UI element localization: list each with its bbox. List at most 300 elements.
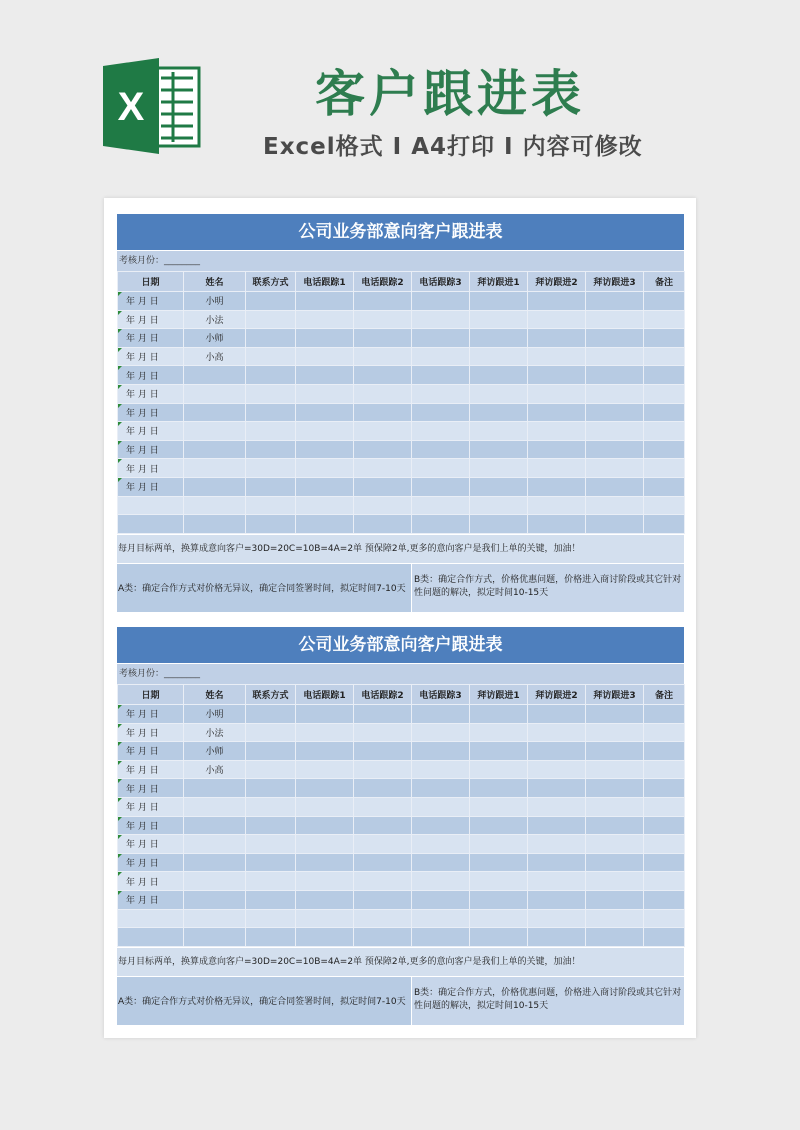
- name-cell[interactable]: [184, 366, 246, 385]
- table-cell[interactable]: [586, 384, 644, 403]
- cell-comment-marker: [118, 459, 122, 463]
- table-cell[interactable]: [246, 835, 296, 854]
- table-cell[interactable]: [644, 797, 685, 816]
- table-cell[interactable]: [528, 440, 586, 459]
- table-cell[interactable]: [296, 909, 354, 928]
- date-cell[interactable]: [118, 459, 184, 478]
- table-cell[interactable]: [528, 909, 586, 928]
- table-cell[interactable]: [246, 422, 296, 441]
- table-cell[interactable]: [354, 459, 412, 478]
- table-cell[interactable]: [644, 705, 685, 724]
- table-cell[interactable]: [354, 440, 412, 459]
- table-cell[interactable]: [470, 760, 528, 779]
- table-cell[interactable]: [412, 329, 470, 348]
- table-cell[interactable]: [644, 477, 685, 496]
- table-cell[interactable]: [296, 422, 354, 441]
- table-cell[interactable]: [528, 347, 586, 366]
- table-row: [118, 723, 685, 742]
- tracking-table: [117, 684, 685, 947]
- table-cell[interactable]: [470, 705, 528, 724]
- table-cell[interactable]: [470, 723, 528, 742]
- tracking-sheet-1: [117, 214, 684, 612]
- table-cell[interactable]: [412, 459, 470, 478]
- table-cell[interactable]: [354, 723, 412, 742]
- table-cell[interactable]: [644, 403, 685, 422]
- table-cell[interactable]: [470, 366, 528, 385]
- table-cell[interactable]: [586, 797, 644, 816]
- table-cell[interactable]: [586, 515, 644, 534]
- date-text: 年 月 日: [126, 371, 159, 382]
- name-cell[interactable]: [184, 853, 246, 872]
- cell-comment-marker: [118, 311, 122, 315]
- table-cell[interactable]: [644, 835, 685, 854]
- table-cell[interactable]: [296, 440, 354, 459]
- table-cell[interactable]: [470, 797, 528, 816]
- table-cell[interactable]: [412, 779, 470, 798]
- table-cell[interactable]: [586, 909, 644, 928]
- table-cell[interactable]: [354, 779, 412, 798]
- table-cell[interactable]: [354, 384, 412, 403]
- table-cell[interactable]: [246, 797, 296, 816]
- table-cell[interactable]: [412, 890, 470, 909]
- date-text: 年 月 日: [126, 315, 159, 326]
- table-cell[interactable]: [412, 760, 470, 779]
- table-cell[interactable]: [296, 515, 354, 534]
- table-cell[interactable]: [470, 835, 528, 854]
- table-cell[interactable]: [246, 329, 296, 348]
- date-text: 年 月 日: [126, 803, 159, 814]
- table-cell[interactable]: [354, 422, 412, 441]
- table-cell[interactable]: [412, 366, 470, 385]
- column-header: 电话跟踪3: [412, 685, 470, 705]
- table-cell[interactable]: [246, 816, 296, 835]
- table-cell[interactable]: [246, 909, 296, 928]
- table-cell[interactable]: [354, 292, 412, 311]
- table-cell[interactable]: [586, 816, 644, 835]
- table-cell[interactable]: [528, 816, 586, 835]
- table-cell[interactable]: [412, 384, 470, 403]
- table-cell[interactable]: [296, 890, 354, 909]
- name-cell[interactable]: [184, 403, 246, 422]
- table-cell[interactable]: [644, 310, 685, 329]
- table-cell[interactable]: [528, 403, 586, 422]
- table-cell[interactable]: [586, 853, 644, 872]
- table-cell[interactable]: [354, 705, 412, 724]
- name-cell[interactable]: [184, 909, 246, 928]
- table-cell[interactable]: [470, 779, 528, 798]
- table-cell[interactable]: [528, 872, 586, 891]
- table-cell[interactable]: [528, 723, 586, 742]
- table-cell[interactable]: [644, 760, 685, 779]
- table-cell[interactable]: [412, 422, 470, 441]
- table-cell[interactable]: [644, 779, 685, 798]
- table-cell[interactable]: [296, 760, 354, 779]
- table-cell[interactable]: [296, 496, 354, 515]
- table-cell[interactable]: [470, 329, 528, 348]
- date-cell[interactable]: [118, 760, 184, 779]
- table-cell[interactable]: [470, 909, 528, 928]
- table-cell[interactable]: [412, 705, 470, 724]
- name-cell[interactable]: [184, 459, 246, 478]
- month-field[interactable]: 考核月份：________: [117, 663, 684, 684]
- table-cell[interactable]: [246, 890, 296, 909]
- date-cell[interactable]: [118, 366, 184, 385]
- table-cell[interactable]: [586, 292, 644, 311]
- table-cell[interactable]: [586, 459, 644, 478]
- table-cell[interactable]: [354, 928, 412, 947]
- table-cell[interactable]: [354, 760, 412, 779]
- table-cell[interactable]: [470, 310, 528, 329]
- table-row: [118, 797, 685, 816]
- table-cell[interactable]: [586, 872, 644, 891]
- date-text: 年 月 日: [126, 446, 159, 457]
- date-cell[interactable]: [118, 515, 184, 534]
- date-cell[interactable]: [118, 872, 184, 891]
- table-cell[interactable]: [246, 496, 296, 515]
- table-cell[interactable]: [354, 515, 412, 534]
- date-cell[interactable]: [118, 384, 184, 403]
- table-cell[interactable]: [528, 329, 586, 348]
- table-cell[interactable]: [644, 292, 685, 311]
- table-cell[interactable]: [412, 440, 470, 459]
- table-cell[interactable]: [296, 742, 354, 761]
- name-cell[interactable]: 小法: [184, 310, 246, 329]
- table-cell[interactable]: [586, 422, 644, 441]
- table-cell[interactable]: [470, 422, 528, 441]
- table-cell[interactable]: [644, 329, 685, 348]
- table-cell[interactable]: [246, 705, 296, 724]
- table-cell[interactable]: [470, 403, 528, 422]
- date-cell[interactable]: [118, 292, 184, 311]
- table-cell[interactable]: [470, 496, 528, 515]
- table-cell[interactable]: [644, 723, 685, 742]
- name-cell[interactable]: [184, 384, 246, 403]
- table-cell[interactable]: [586, 705, 644, 724]
- table-cell[interactable]: [470, 440, 528, 459]
- table-cell[interactable]: [296, 816, 354, 835]
- date-text: 年 月 日: [126, 728, 159, 739]
- table-cell[interactable]: [296, 403, 354, 422]
- date-text: 年 月 日: [126, 859, 159, 870]
- table-cell[interactable]: [246, 403, 296, 422]
- date-cell[interactable]: [118, 779, 184, 798]
- monthly-goal-note: 每月目标两单，换算成意向客户=30D=20C=10B=4A=2单 预保障2单,更多的意向客户是我们上单的关键，加油！: [117, 947, 684, 976]
- table-cell[interactable]: [528, 496, 586, 515]
- table-cell[interactable]: [470, 890, 528, 909]
- table-cell[interactable]: [296, 779, 354, 798]
- table-cell[interactable]: [644, 816, 685, 835]
- table-cell[interactable]: [296, 310, 354, 329]
- table-cell[interactable]: [586, 347, 644, 366]
- table-cell[interactable]: [470, 742, 528, 761]
- category-notes: [117, 563, 684, 612]
- table-cell[interactable]: [586, 329, 644, 348]
- table-cell[interactable]: [528, 760, 586, 779]
- name-cell[interactable]: 小明: [184, 705, 246, 724]
- table-cell[interactable]: [586, 310, 644, 329]
- name-cell[interactable]: [184, 797, 246, 816]
- column-header: 电话跟踪2: [354, 272, 412, 292]
- date-cell[interactable]: [118, 477, 184, 496]
- table-cell[interactable]: [296, 292, 354, 311]
- table-cell[interactable]: [246, 723, 296, 742]
- name-cell[interactable]: [184, 422, 246, 441]
- table-cell[interactable]: [246, 853, 296, 872]
- table-cell[interactable]: [644, 853, 685, 872]
- table-cell[interactable]: [296, 459, 354, 478]
- table-cell[interactable]: [528, 705, 586, 724]
- date-cell[interactable]: [118, 496, 184, 515]
- table-cell[interactable]: [644, 909, 685, 928]
- table-cell[interactable]: [528, 797, 586, 816]
- table-cell[interactable]: [354, 403, 412, 422]
- table-cell[interactable]: [586, 477, 644, 496]
- table-cell[interactable]: [644, 459, 685, 478]
- table-cell[interactable]: [412, 347, 470, 366]
- table-cell[interactable]: [470, 347, 528, 366]
- table-cell[interactable]: [412, 723, 470, 742]
- table-cell[interactable]: [246, 515, 296, 534]
- table-cell[interactable]: [528, 515, 586, 534]
- table-cell[interactable]: [644, 742, 685, 761]
- column-header: 拜访跟进2: [528, 272, 586, 292]
- column-header: 拜访跟进1: [470, 272, 528, 292]
- table-cell[interactable]: [586, 440, 644, 459]
- table-cell[interactable]: [586, 742, 644, 761]
- table-cell[interactable]: [296, 705, 354, 724]
- table-cell[interactable]: [354, 347, 412, 366]
- table-cell[interactable]: [470, 853, 528, 872]
- table-cell[interactable]: [528, 853, 586, 872]
- date-cell[interactable]: [118, 403, 184, 422]
- date-cell[interactable]: [118, 422, 184, 441]
- column-header: 联系方式: [246, 272, 296, 292]
- cell-comment-marker: [118, 478, 122, 482]
- category-b-note: B类：确定合作方式，价格优惠问题，价格进入商讨阶段或其它针对性问题的解决，拟定时间10-15天: [411, 564, 684, 612]
- table-cell[interactable]: [412, 816, 470, 835]
- table-cell[interactable]: [644, 872, 685, 891]
- table-cell[interactable]: [528, 477, 586, 496]
- table-cell[interactable]: [354, 909, 412, 928]
- table-cell[interactable]: [586, 779, 644, 798]
- table-cell[interactable]: [246, 384, 296, 403]
- table-cell[interactable]: [528, 459, 586, 478]
- table-cell[interactable]: [412, 909, 470, 928]
- column-header: 备注: [644, 685, 685, 705]
- name-cell[interactable]: [184, 816, 246, 835]
- table-cell[interactable]: [354, 742, 412, 761]
- table-cell[interactable]: [296, 928, 354, 947]
- table-cell[interactable]: [246, 477, 296, 496]
- table-cell[interactable]: [246, 347, 296, 366]
- table-cell[interactable]: [354, 310, 412, 329]
- table-row: [118, 515, 685, 534]
- table-row: [118, 928, 685, 947]
- name-cell[interactable]: 小明: [184, 292, 246, 311]
- table-row: [118, 459, 685, 478]
- table-cell[interactable]: [644, 928, 685, 947]
- table-cell[interactable]: [354, 797, 412, 816]
- excel-logo-icon: [103, 58, 203, 154]
- table-cell[interactable]: [296, 835, 354, 854]
- date-text: 年 月 日: [126, 427, 159, 438]
- table-cell[interactable]: [412, 310, 470, 329]
- table-cell[interactable]: [470, 872, 528, 891]
- table-cell[interactable]: [586, 403, 644, 422]
- table-cell[interactable]: [470, 928, 528, 947]
- table-cell[interactable]: [354, 835, 412, 854]
- table-cell[interactable]: [586, 366, 644, 385]
- table-cell[interactable]: [296, 797, 354, 816]
- cell-comment-marker: [118, 854, 122, 858]
- table-cell[interactable]: [246, 310, 296, 329]
- table-cell[interactable]: [586, 760, 644, 779]
- table-cell[interactable]: [412, 292, 470, 311]
- table-cell[interactable]: [528, 384, 586, 403]
- category-a-note: A类：确定合作方式对价格无异议，确定合同签署时间，拟定时间7-10天: [117, 564, 411, 612]
- table-cell[interactable]: [246, 760, 296, 779]
- table-cell[interactable]: [470, 477, 528, 496]
- date-text: 年 月 日: [126, 766, 159, 777]
- table-cell[interactable]: [354, 496, 412, 515]
- table-cell[interactable]: [528, 779, 586, 798]
- date-text: 年 月 日: [126, 483, 159, 494]
- table-cell[interactable]: [528, 890, 586, 909]
- table-cell[interactable]: [246, 366, 296, 385]
- table-cell[interactable]: [246, 742, 296, 761]
- name-cell[interactable]: [184, 872, 246, 891]
- table-cell[interactable]: [412, 928, 470, 947]
- date-cell[interactable]: [118, 347, 184, 366]
- table-cell[interactable]: [246, 292, 296, 311]
- table-cell[interactable]: [296, 366, 354, 385]
- table-cell[interactable]: [412, 403, 470, 422]
- table-cell[interactable]: [412, 853, 470, 872]
- date-cell[interactable]: [118, 890, 184, 909]
- table-cell[interactable]: [296, 853, 354, 872]
- table-cell[interactable]: [412, 742, 470, 761]
- table-cell[interactable]: [354, 816, 412, 835]
- table-cell[interactable]: [246, 779, 296, 798]
- table-cell[interactable]: [586, 835, 644, 854]
- table-cell[interactable]: [412, 477, 470, 496]
- name-cell[interactable]: 小师: [184, 742, 246, 761]
- table-cell[interactable]: [528, 310, 586, 329]
- name-cell[interactable]: [184, 477, 246, 496]
- date-cell[interactable]: [118, 310, 184, 329]
- date-cell[interactable]: [118, 909, 184, 928]
- table-cell[interactable]: [354, 872, 412, 891]
- date-cell[interactable]: [118, 742, 184, 761]
- cell-comment-marker: [118, 366, 122, 370]
- table-cell[interactable]: [644, 515, 685, 534]
- table-cell[interactable]: [246, 440, 296, 459]
- table-cell[interactable]: [246, 872, 296, 891]
- table-cell[interactable]: [354, 890, 412, 909]
- table-cell[interactable]: [644, 366, 685, 385]
- table-cell[interactable]: [470, 459, 528, 478]
- date-cell[interactable]: [118, 705, 184, 724]
- table-cell[interactable]: [528, 366, 586, 385]
- table-cell[interactable]: [296, 723, 354, 742]
- table-cell[interactable]: [644, 384, 685, 403]
- name-cell[interactable]: [184, 496, 246, 515]
- name-cell[interactable]: [184, 835, 246, 854]
- table-cell[interactable]: [470, 292, 528, 311]
- table-cell[interactable]: [354, 366, 412, 385]
- table-cell[interactable]: [470, 515, 528, 534]
- table-cell[interactable]: [528, 292, 586, 311]
- name-cell[interactable]: [184, 515, 246, 534]
- table-cell[interactable]: [296, 347, 354, 366]
- name-cell[interactable]: [184, 890, 246, 909]
- table-cell[interactable]: [412, 872, 470, 891]
- table-cell[interactable]: [296, 477, 354, 496]
- table-cell[interactable]: [412, 797, 470, 816]
- date-cell[interactable]: [118, 329, 184, 348]
- date-cell[interactable]: [118, 797, 184, 816]
- table-cell[interactable]: [470, 816, 528, 835]
- date-cell[interactable]: [118, 928, 184, 947]
- table-cell[interactable]: [644, 496, 685, 515]
- table-cell[interactable]: [644, 422, 685, 441]
- table-cell[interactable]: [644, 890, 685, 909]
- table-cell[interactable]: [528, 422, 586, 441]
- date-cell[interactable]: [118, 835, 184, 854]
- table-cell[interactable]: [296, 329, 354, 348]
- table-cell[interactable]: [528, 928, 586, 947]
- table-cell[interactable]: [644, 347, 685, 366]
- table-cell[interactable]: [412, 835, 470, 854]
- table-cell[interactable]: [586, 890, 644, 909]
- table-cell[interactable]: [296, 384, 354, 403]
- date-cell[interactable]: [118, 816, 184, 835]
- date-cell[interactable]: [118, 440, 184, 459]
- table-cell[interactable]: [644, 440, 685, 459]
- date-cell[interactable]: [118, 723, 184, 742]
- table-cell[interactable]: [246, 928, 296, 947]
- name-cell[interactable]: 小高: [184, 760, 246, 779]
- table-cell[interactable]: [470, 384, 528, 403]
- name-cell[interactable]: 小师: [184, 329, 246, 348]
- table-cell[interactable]: [354, 853, 412, 872]
- table-cell[interactable]: [528, 835, 586, 854]
- table-row: [118, 853, 685, 872]
- table-cell[interactable]: [412, 515, 470, 534]
- cell-comment-marker: [118, 798, 122, 802]
- name-cell[interactable]: [184, 440, 246, 459]
- column-header: 姓名: [184, 272, 246, 292]
- table-cell[interactable]: [354, 477, 412, 496]
- name-cell[interactable]: 小法: [184, 723, 246, 742]
- date-cell[interactable]: [118, 853, 184, 872]
- table-cell[interactable]: [586, 928, 644, 947]
- table-cell[interactable]: [412, 496, 470, 515]
- table-cell[interactable]: [246, 459, 296, 478]
- name-cell[interactable]: [184, 779, 246, 798]
- name-cell[interactable]: [184, 928, 246, 947]
- table-cell[interactable]: [354, 329, 412, 348]
- table-cell[interactable]: [586, 496, 644, 515]
- name-cell[interactable]: 小高: [184, 347, 246, 366]
- month-field[interactable]: 考核月份：________: [117, 250, 684, 271]
- cell-comment-marker: [118, 422, 122, 426]
- table-cell[interactable]: [296, 872, 354, 891]
- cell-comment-marker: [118, 724, 122, 728]
- table-cell[interactable]: [528, 742, 586, 761]
- table-cell[interactable]: [586, 723, 644, 742]
- cell-comment-marker: [118, 385, 122, 389]
